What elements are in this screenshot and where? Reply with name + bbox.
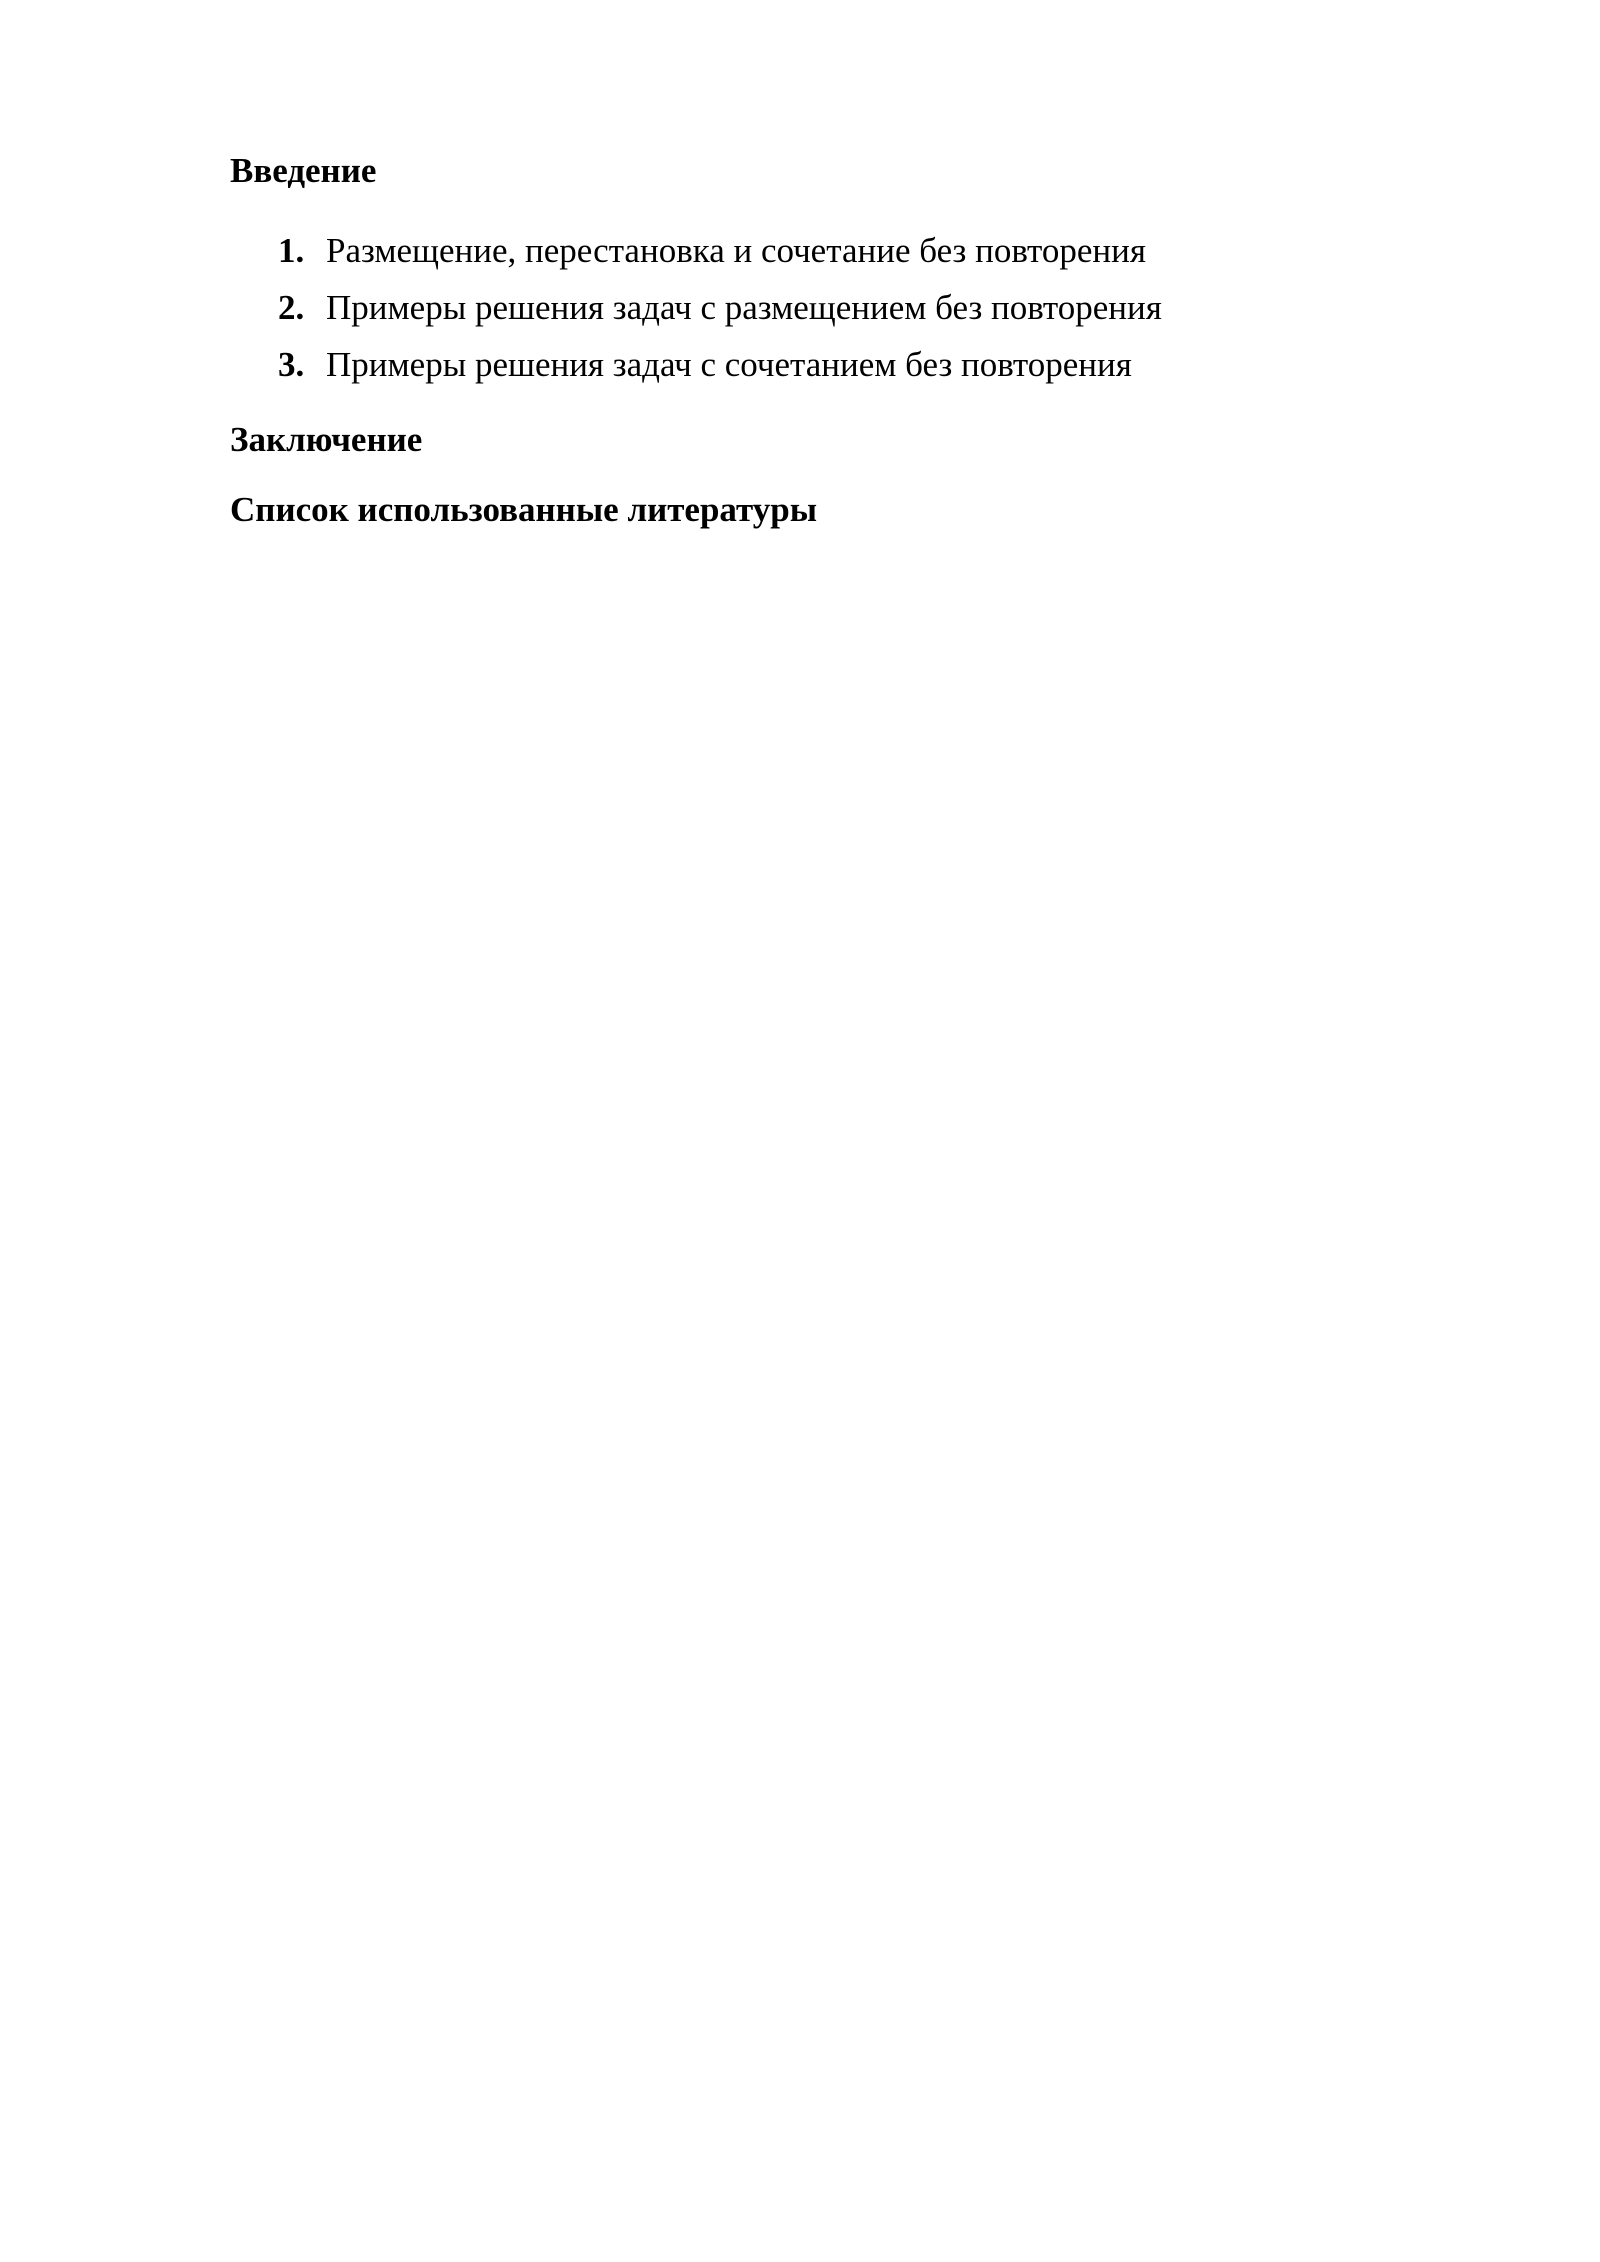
conclusion-heading: Заключение — [230, 420, 423, 459]
toc-item-1 — [230, 222, 1380, 279]
toc-item-text: Размещение, перестановка и сочетание без повторения — [326, 231, 1146, 270]
toc-list — [230, 222, 1380, 393]
toc-item-3 — [230, 336, 1380, 393]
toc-item-2 — [230, 279, 1380, 336]
references-heading: Список использованные литературы — [230, 490, 818, 529]
toc-item-number: 1. — [278, 231, 305, 270]
table-of-contents — [230, 150, 1380, 531]
toc-item-text: Примеры решения задач с размещением без повторения — [326, 288, 1162, 327]
toc-item-text: Примеры решения задач с сочетанием без повторения — [326, 345, 1132, 384]
toc-item-number: 2. — [278, 288, 305, 327]
intro-heading: Введение — [230, 151, 377, 190]
toc-item-number: 3. — [278, 345, 305, 384]
